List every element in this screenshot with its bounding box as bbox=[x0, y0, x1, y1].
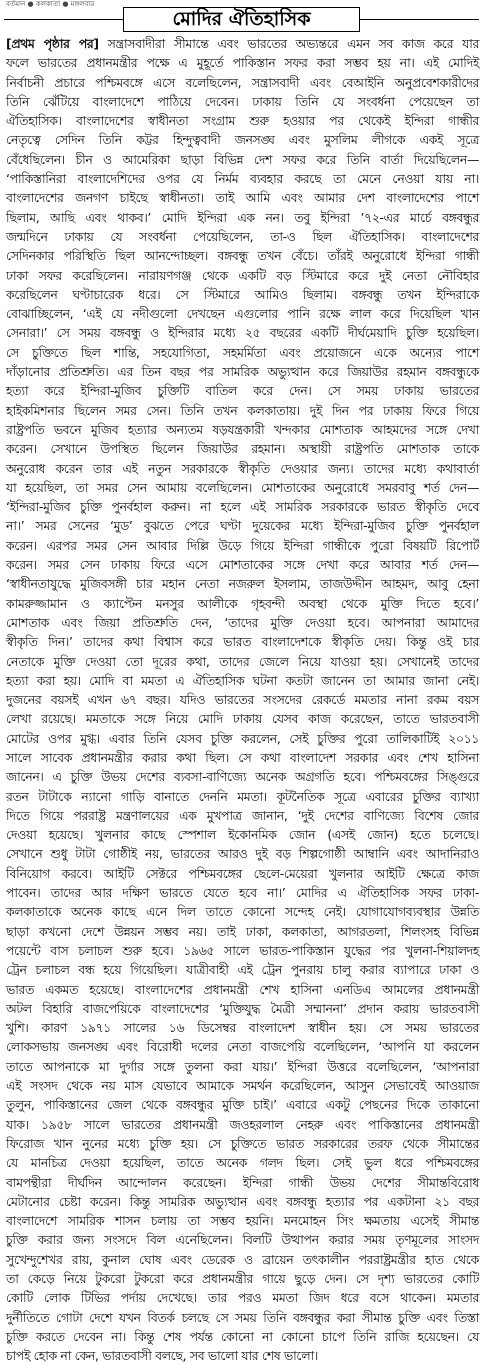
line-text: খুশি। কারণ ১৯৭১ সালের ১৬ ডিসেম্বর বাংলাদেশ স্বাধীন হয়। সে সময় ভারতের bbox=[6, 1020, 479, 1036]
line-text: স্বীকৃতি দিন।’ তাদের কথা বিশ্বাস করে ভারত বাংলাদেশকে স্বীকৃতি দেয়। কিন্তু ওই চার bbox=[6, 634, 479, 650]
text-line bbox=[6, 555, 479, 574]
line-text: ঐতিহাসিক। বাংলাদেশের স্বাধীনতা সংগ্রাম শুরু হওয়ার পর থেকেই ইন্দিরা গান্ধীর bbox=[6, 113, 479, 129]
text-line bbox=[6, 53, 479, 72]
line-text: সেখানে শুধু টাটা গোষ্ঠীই নয়, ভারতের আরও দুই বড় শিল্পগোষ্ঠী আম্বানি এবং আদানিরাও bbox=[6, 846, 479, 862]
line-text: বিনিয়োগ করবে। আইটি সেক্টরে পশ্চিমবঙ্গের ছেলে-মেয়েরা খুলনার আইটি ক্ষেত্রে কাজ bbox=[6, 865, 479, 881]
line-text: ছাড়া কখনো দেশে উন্নয়ন সম্ভব নয়। তাই ঢাকা, কলকাতা, আগরতলা, শিলংসহ বিভিন্ন bbox=[6, 923, 479, 939]
text-line bbox=[6, 34, 479, 53]
text-line bbox=[6, 632, 479, 651]
running-head: বর্তমান ● কলকাতা ● মঙ্গলবার bbox=[6, 0, 95, 8]
text-line bbox=[6, 401, 479, 420]
text-line bbox=[6, 1269, 479, 1288]
line-text: যা হয়েছিল, তা সমর সেন আমায় বলেছিলেন। মোশতাকের অনুরোধে সমরবাবু শর্ত দেন— bbox=[6, 479, 479, 495]
text-line bbox=[6, 111, 479, 130]
text-line bbox=[6, 323, 479, 342]
line-text: ঢাকা সফর করেছিলেন। নারায়ণগঞ্জ থেকে একটি বড় স্টিমারে করে দুই নেতা নৌবিহার bbox=[6, 267, 479, 283]
line-text: করেন। সমর সেন ঢাকায় ফিরে এসে মোশতাকের সঙ্গে দেখা করে আবার শর্ত দেন— bbox=[6, 557, 479, 573]
text-line bbox=[6, 902, 479, 921]
text-line bbox=[6, 1327, 479, 1346]
line-text: দিতে গিয়ে পররাষ্ট্র মন্ত্রণালয়ের এক মুখপাত্র জানান, ‘দুই দেশের বাণিজ্যে বিশেষ জোর bbox=[6, 807, 479, 823]
text-line bbox=[6, 362, 479, 381]
text-line bbox=[6, 1230, 479, 1249]
line-text: ‘স্বাধীনতাযুদ্ধে মুজিবসঙ্গী চার মহান নেতা নজরুল ইসলাম, তাজউদ্দীন আহমদ, আবু হেনা bbox=[6, 576, 479, 592]
line-text: যে মানচিত্র দেওয়া হয়েছিল, তাতে অনেক গলদ ছিল। সেই ভুল ধরে পশ্চিমবঙ্গের bbox=[6, 1155, 479, 1171]
text-line bbox=[6, 188, 479, 207]
line-text: জন্মদিনে ঢাকায় যে সংবর্ধনা পেয়েছিলেন, তা-ও ছিল ঐতিহাসিক। বাংলাদেশের bbox=[6, 228, 479, 244]
line-text: দুজনের বয়সই এখন ৬৭ বছর। যদিও ভারতের সংসদের রেকর্ডে মমতার নানা রকম বয়স bbox=[6, 692, 479, 708]
line-text: বাংলাদেশে সামরিক শাসন চলায় তা সম্ভব হয়নি। মনমোহন সিং ক্ষমতায় এসেই সীমান্ত bbox=[6, 1213, 479, 1229]
text-line bbox=[6, 439, 479, 458]
text-line bbox=[6, 536, 479, 555]
line-text: সুখেন্দুশেখর রায়, কুনাল ঘোষ এবং ডেরেক ও ব্রায়েন তৎকালীন পররাষ্ট্রমন্ত্রীর হাত থেকে bbox=[6, 1251, 479, 1267]
line-text: কলকাতাকে অনেক কাছে এনে দিল তাতে কোনো সন্দেহ নেই। যোগাযোগব্যবস্থার উন্নতি bbox=[6, 904, 479, 920]
text-line bbox=[6, 980, 479, 999]
line-text: নির্বাচনী প্রচারে পশ্চিমবঙ্গে এসে বলেছিলেন, সন্ত্রাসবাদী এবং বেআইনি অনুপ্রবেশকারীদের bbox=[6, 74, 479, 90]
line-text: বেঁধেছিলেন। চীন ও আমেরিকা ছাড়া বিভিন্ন দেশ সফর করে তিনি বার্তা দিয়েছিলেন— bbox=[6, 151, 479, 167]
line-text: বোঝাচ্ছিলেন, ‘এই যে নদীগুলো দেখছেন এগুলোর পানি রক্ষে লাল করে দিয়েছিল খান bbox=[6, 306, 479, 322]
line-text: ফলে ভারতের প্রধানমন্ত্রীর পক্ষে এ মুহূর্তে পাকিস্তান সফর করা সম্ভব হয় না। এই মোদিই bbox=[6, 55, 479, 71]
line-text: দুর্নীতিতে গোটা দেশে যখন বিতর্ক চলছে সে সময় তিনি বঙ্গবন্ধুর করা সীমান্ত চুক্তি এবং তিস্তা bbox=[6, 1309, 479, 1325]
line-text: সালে সাবেক প্রধানমন্ত্রীর করার কথা ছিল। সে কথা বাংলাদেশ সরকার এবং শেখ হাসিনা bbox=[6, 749, 479, 765]
line-text: বামপন্থীরা দীর্ঘদিন আন্দোলন করেছেন। ইন্দিরা গান্ধী উভয় দেশের সীমান্তবিরোধ bbox=[6, 1174, 479, 1190]
text-line bbox=[6, 246, 479, 265]
line-text: অনুরোধ করেন তার এই নতুন সরকারকে স্বীকৃতি দেওয়ার জন্য। তাদের মধ্যে কথাবার্তা bbox=[6, 460, 479, 476]
text-line bbox=[6, 1211, 479, 1230]
text-line bbox=[6, 381, 479, 400]
line-text: ট্রেন চলাচল বন্ধ হয়ে গিয়েছিল। যাত্রীবাহী এই ট্রেন পুনরায় চালু করার ব্যাপারে ঢাকা ও bbox=[6, 962, 479, 978]
text-line bbox=[6, 748, 479, 767]
text-line bbox=[6, 420, 479, 439]
text-line bbox=[6, 516, 479, 535]
line-text: ভারত একমত হয়েছে। বাংলাদেশের প্রধানমন্ত্রী শেখ হাসিনা এনডিএ আমলের প্রধানমন্ত্রী bbox=[6, 981, 479, 997]
text-line bbox=[6, 825, 479, 844]
text-line bbox=[6, 1076, 479, 1095]
text-line bbox=[6, 1115, 479, 1134]
text-line bbox=[6, 844, 479, 863]
text-line bbox=[6, 652, 479, 671]
line-text: ছিলাম, আছি এবং থাকব।’ মোদি ইন্দিরা এক নন। তবু ইন্দিরা ’৭২-এর মার্চে বঙ্গবন্ধুর bbox=[6, 209, 479, 225]
text-line bbox=[6, 1153, 479, 1172]
text-line bbox=[6, 729, 479, 748]
line-text: কামরুজ্জামান ও ক্যাপ্টেন মনসুর আলীকে গৃহবন্দী অবস্থা থেকে মুক্তি দিতে হবে।’ bbox=[6, 595, 479, 611]
line-text: মোটের ওপর মুগ্ধ। এবার তিনি যেসব চুক্তি করলেন, সেই চুক্তির পুরো তালিকাটিই ২০১১ bbox=[6, 730, 479, 746]
line-text: দেওয়া হয়েছে। খুলনার কাছে স্পেশাল ইকোনমিক জোন (এসই জোন) হতে চলেছে। bbox=[6, 827, 479, 843]
line-text: তুলুন, পাকিস্তানের জেল থেকে বঙ্গবন্ধুর মুক্তি চাই।’ এবারে একটু পেছনের দিকে তাকানো bbox=[6, 1097, 479, 1113]
line-text: লেখা রয়েছে। মমতাকে সঙ্গে নিয়ে মোদি ঢাকায় যেসব কাজ করেছেন, তাতে ভারতবাসী bbox=[6, 711, 479, 727]
line-text: হত্যা করা হয়। মোদি বা মমতা এ ঐতিহাসিক ঘটনা কতটা জানেন তা আমার জানা নেই। bbox=[6, 672, 479, 688]
line-text: চাপই হোক না কেন, ভারতবাসী বলছে, সব ভালো যার শেষ ভালো। bbox=[6, 1348, 318, 1364]
text-line bbox=[6, 671, 479, 690]
text-line bbox=[6, 864, 479, 883]
line-text: না।’ সমর সেনের ‘মুড’ বুঝতে পেরে ঘণ্টা দুয়েকের মধ্যে ইন্দিরা-মুজিব চুক্তি পুনর্বহাল bbox=[6, 518, 479, 534]
line-text: ‘পাকিস্তানিরা বাংলাদেশিদের ওপর যে নির্মম ব্যবহার করছে তা মেনে নেওয়া যায় না। bbox=[6, 171, 479, 187]
line-text: পাবেন। তাদের আর দক্ষিণ ভারতে যেতে হবে না।’ মোদির এ ঐতিহাসিক সফর ঢাকা- bbox=[6, 885, 479, 901]
line-text: রাষ্ট্রপতি ভবনে মুজিব হত্যার অন্যতম ষড়যন্ত্রকারী খন্দকার মোশতাক আহমদের সঙ্গে দেখা bbox=[6, 421, 479, 437]
text-line bbox=[6, 594, 479, 613]
line-text: সেদিনকার পরিস্থিতি ছিল আনন্দোচ্ছল। বঙ্গবন্ধু তখন বেঁচে। তাঁরই অনুরোধে ইন্দিরা গান্ধী bbox=[6, 248, 479, 264]
line-text: ‘ইন্দিরা-মুজিব চুক্তি পুনর্বহাল করুন। না হলে এই সামরিক সরকারকে ভারত স্বীকৃতি দেবে bbox=[6, 499, 479, 515]
text-line bbox=[6, 941, 479, 960]
text-line bbox=[6, 92, 479, 111]
line-text: চুক্তি করার জন্য সংসদে বিল এনেছিলেন। বিলটি উত্থাপন করার সময় তৃণমূলের সাংসদ bbox=[6, 1232, 479, 1248]
text-line bbox=[6, 1288, 479, 1307]
line-text: পয়েন্টে বাস চলাচল শুরু হবে। ১৯৬৫ সালে ভারত-পাকিস্তান যুদ্ধের পর খুলনা-শিয়ালদহ bbox=[6, 942, 479, 958]
line-text: তিনি ঝেঁটিয়ে বাংলাদেশে পাঠিয়ে দেবেন। ঢাকায় তিনি যে সংবর্ধনা পেয়েছেন তা bbox=[6, 93, 479, 109]
text-line bbox=[6, 227, 479, 246]
line-text: মোশতাক এবং জিয়া প্রতিশ্রুতি দেন, ‘তাদের মুক্তি দেওয়া হবে। আপনারা আমাদের bbox=[6, 614, 479, 630]
line-text: করেছিলেন ঘণ্টাচারেক ধরে। সে স্টিমারে আমিও ছিলাম। বঙ্গবন্ধু তখন ইন্দিরাকে bbox=[6, 286, 479, 302]
line-text: নেতৃত্বে সেদিন তিনি কট্টর হিন্দুত্ববাদী জনসঙ্ঘ এবং মুসলিম লীগকে একই সূত্রে bbox=[6, 132, 479, 148]
line-text: ফিরোজ খান নুনের মধ্যে চুক্তি হয়। সে চুক্তিতে ভারত সরকারের তরফ থেকে সীমান্তের bbox=[6, 1135, 479, 1151]
line-text: রতন টাটাকে ন্যানো গাড়ি বানাতে দেননি মমতা। কূটনৈতিক সূত্রে এবারের চুক্তির ব্যাখ্যা bbox=[6, 788, 479, 804]
line-text: সেনারা।’ সে সময় বঙ্গবন্ধু ও ইন্দিরার মধ্যে ২৫ বছরের একটি দীর্ঘমেয়াদি চুক্তি হয়েছিল। bbox=[6, 325, 479, 341]
text-line bbox=[6, 208, 479, 227]
text-line bbox=[6, 787, 479, 806]
line-text: দাঁড়ানোর প্রতিশ্রুতি। এর তিন বছর পর সামরিক অভ্যুত্থান করে জিয়াউর রহমান বঙ্গবন্ধুকে bbox=[6, 364, 479, 380]
line-text: তাতে আপনাকে মা দুর্গার সঙ্গে তুলনা করা যায়।’ ইন্দিরা উত্তরে বলেছিলেন, ‘আপনারা bbox=[6, 1058, 479, 1074]
line-text: চুক্তি করতে দেবেন না। কিন্তু শেষ পর্যন্ত কোনো না কোনো চাপে তিনি রাজি হয়েছেন। যে bbox=[6, 1328, 479, 1344]
text-line bbox=[6, 1346, 479, 1365]
text-line bbox=[6, 266, 479, 285]
text-line bbox=[6, 130, 479, 149]
article-body bbox=[6, 34, 479, 1364]
line-text: এই সংসদ থেকে নয় মাস যেভাবে আমাকে সমর্থন করেছিলেন, আসুন সেভাবেই আওয়াজ bbox=[6, 1078, 479, 1094]
text-line bbox=[6, 1173, 479, 1192]
line-text: করেন। এরপর সমর সেন আবার দিল্লি উড়ে গিয়ে ইন্দিরা গান্ধীকে পুরো বিষয়টি রিপোর্ট bbox=[6, 537, 479, 553]
line-text: বাংলাদেশের জনগণ চাইছে স্বাধীনতা। তাই আমি এবং আমার দেশ বাংলাদেশের পাশে bbox=[6, 190, 479, 206]
line-text: হাইকমিশনার ছিলেন সমর সেন। তিনি তখন কলকাতায়। দুই দিন পর ঢাকায় ফিরে গিয়ে bbox=[6, 402, 479, 418]
line-text: যাক। ১৯৫৮ সালে ভারতের প্রধানমন্ত্রী জওহরলাল নেহরু এবং পাকিস্তানের প্রধানমন্ত্রী bbox=[6, 1116, 479, 1132]
text-line bbox=[6, 1037, 479, 1056]
text-line bbox=[6, 1018, 479, 1037]
line-text: লোকসভায় জনসঙ্ঘ এবং বিরোধী দলের নেতা বাজপেয়ি বলেছিলেন, ‘আপনি যা করলেন bbox=[6, 1039, 479, 1055]
line-text: জানেন। এ চুক্তি উভয় দেশের ব্যবসা-বাণিজ্যে অনেক অগ্রগতি হবে। পশ্চিমবঙ্গের সিঙ্গুরে bbox=[6, 769, 479, 785]
text-line bbox=[6, 1057, 479, 1076]
text-line bbox=[6, 1095, 479, 1114]
text-line bbox=[6, 574, 479, 593]
text-line bbox=[6, 497, 479, 516]
text-line bbox=[6, 343, 479, 362]
text-line bbox=[6, 285, 479, 304]
text-line bbox=[6, 999, 479, 1018]
line-text: নেতাকে মুক্তি দেওয়া তো দূরের কথা, তাদের জেলে নিয়ে যাওয়া হয়। সেখানেই তাদের bbox=[6, 653, 479, 669]
text-line bbox=[6, 73, 479, 92]
text-line bbox=[6, 613, 479, 632]
line-text: সে চুক্তিতে ছিল শান্তি, সহযোগিতা, সহমর্মিতা এবং প্রয়োজনে একে অন্যের পাশে bbox=[6, 344, 479, 360]
line-text: মেটানোর চেষ্টা করেন। কিন্তু সামরিক অভ্যুত্থান এবং বঙ্গবন্ধু হত্যার পর একটানা ২১ বছর bbox=[6, 1193, 479, 1209]
line-text: তা কেড়ে নিয়ে টুকরো টুকরো করে প্রধানমন্ত্রীর গায়ে ছুড়ে দেন। সে দৃশ্য ভারতের কোটি bbox=[6, 1271, 479, 1286]
text-line bbox=[6, 1250, 479, 1269]
text-line bbox=[6, 922, 479, 941]
text-line bbox=[6, 150, 479, 169]
text-line bbox=[6, 478, 479, 497]
text-line bbox=[6, 883, 479, 902]
text-line bbox=[6, 709, 479, 728]
line-text: হত্যা করে ইন্দিরা-মুজিব চুক্তিটি বাতিল করে দেন। সে সময় ঢাকায় ভারতের bbox=[6, 383, 479, 399]
text-line bbox=[6, 1192, 479, 1211]
line-text: অটল বিহারি বাজপেয়িকে বাংলাদেশের ‘মুক্তিযুদ্ধ মৈত্রী সম্মাননা’ প্রদান করায় ভারতবাসী bbox=[6, 1000, 479, 1016]
lead-in: [প্রথম পৃষ্ঠার পর] bbox=[6, 36, 99, 51]
line-text: সন্ত্রাসবাদীরা সীমান্তে এবং ভারতের অভ্যন্তরে এমন সব কাজ করে যার bbox=[107, 36, 479, 51]
text-line bbox=[6, 304, 479, 323]
text-line bbox=[6, 767, 479, 786]
line-text: করেন। সেখানে উপস্থিত ছিলেন জিয়াউর রহমান। অস্থায়ী রাষ্ট্রপতি মোশতাক তাকে bbox=[6, 441, 479, 457]
line-text: কোটি লোক টিভির পর্দায় দেখেছে। তার পরও মমতা জিদ ধরে বসে থাকেন। মমতার bbox=[6, 1290, 479, 1306]
text-line bbox=[6, 459, 479, 478]
text-line bbox=[6, 169, 479, 188]
text-line bbox=[6, 960, 479, 979]
article-title: মোদির ঐতিহাসিক bbox=[123, 7, 360, 32]
text-line bbox=[6, 690, 479, 709]
text-line bbox=[6, 1308, 479, 1327]
text-line bbox=[6, 806, 479, 825]
text-line bbox=[6, 1134, 479, 1153]
